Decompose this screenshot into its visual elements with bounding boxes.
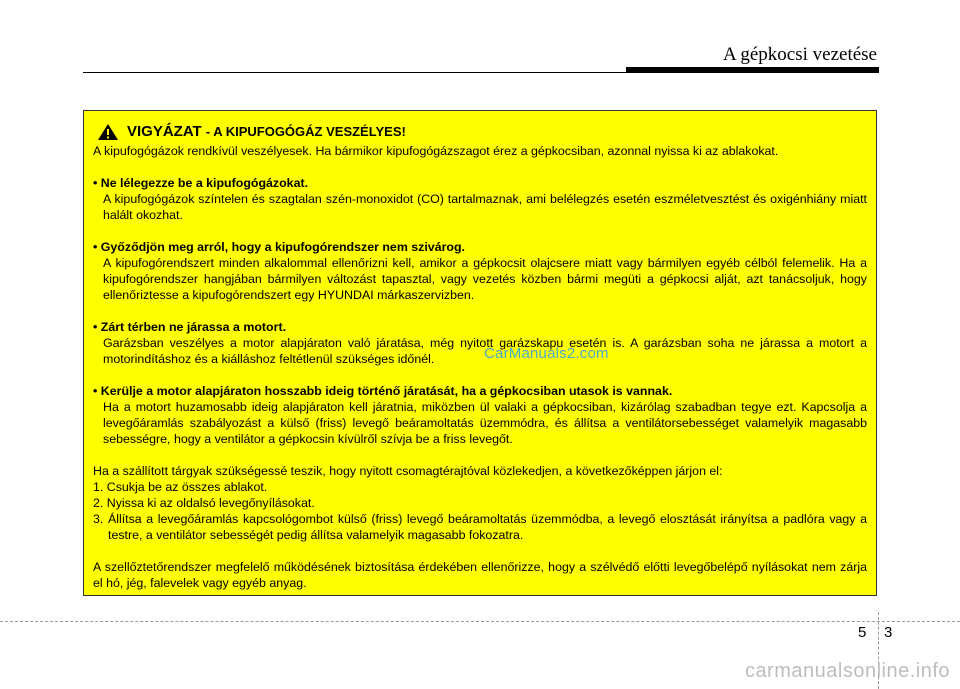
footer-watermark: carmanualsonline.info [744, 660, 950, 682]
bullet-body: A kipufogórendszert minden alkalommal ellenőrizni kell, amikor a gépkocsit olajcsere miatt vagy bármilyen egyéb célból felemelik. Ha a kipufogórendszer hangjában bármilyen változást tapasztal, vagy vezetés közben bármi megüti a gépkocsi alját, azt tanácsoljuk, hogy ellenőriztesse a kipufogórendszert egy HYUNDAI márkaszervizben. [103, 256, 867, 302]
bullet-body: Ha a motort huzamosabb ideig alapjáraton kell járatnia, miközben ül valaki a gépkocsiban, kizárólag szabadban tegye ezt. Kapcsolja a levegőáramlás szabályozást a külső (friss) levegő beáramoltatás üzemmódra, és állítsa a ventilátorsebességet valamelyik magasabb sebességre, hogy a ventilátor a gépkocsin kívülről szívja be a friss levegőt. [103, 400, 867, 446]
warning-heading [97, 121, 867, 143]
header-rule-thick [626, 67, 879, 73]
step-item: 2. Nyissa ki az oldalsó levegőnyílásokat. [93, 496, 315, 510]
warning-subtitle: - A KIPUFOGÓGÁZ VESZÉLYES! [205, 124, 406, 139]
warning-box [83, 110, 877, 596]
bullet-body: A kipufogógázok színtelen és szagtalan szén-monoxidot (CO) tartalmaznak, ami belélegzés esetén eszméletvesztést és oxigénhiány miatt halált okozhat. [103, 192, 867, 222]
step-item: 3. Állítsa a levegőáramlás kapcsológombot külső (friss) levegő beáramoltatás üzemmódba, a levegő elosztását irányítsa a padlóra vagy a testre, a ventilátor sebességét pedig állítsa valamelyik magasabb fokozatra. [93, 512, 867, 542]
chapter-number: 5 [858, 624, 867, 641]
bullet-heading: • Zárt térben ne járassa a motort. [93, 320, 287, 334]
header-rule-thin [83, 72, 626, 73]
page-header-title: A gépkocsi vezetése [722, 44, 877, 65]
page-number: 3 [884, 624, 893, 641]
bullet-heading: • Ne lélegezze be a kipufogógázokat. [93, 176, 309, 190]
warning-title: VIGYÁZAT [127, 123, 202, 140]
bullet-body: Garázsban veszélyes a motor alapjáraton való járatása, még nyitott garázskapu esetén is. A garázsban soha ne járassa a motort a motorindításhoz és a kiálláshoz feltétlenül szükséges időnél. [103, 336, 867, 366]
step-item: 1. Csukja be az összes ablakot. [93, 480, 268, 494]
warning-triangle-icon [97, 123, 119, 141]
bullet-heading: • Kerülje a motor alapjáraton hosszabb ideig történő járatását, ha a gépkocsiban utasok is vannak. [93, 384, 673, 398]
footer-dashed-rule [0, 621, 960, 622]
cargo-intro: Ha a szállított tárgyak szükségessé teszik, hogy nyitott csomagtérajtóval közlekedjen, a következőképpen járjon el: [93, 464, 723, 478]
bullet-heading: • Győződjön meg arról, hogy a kipufogórendszer nem szivárog. [93, 240, 465, 254]
watermark-link[interactable]: CarManuals2.com [484, 345, 609, 362]
closing-note: A szellőztetőrendszer megfelelő működésének biztosítása érdekében ellenőrizze, hogy a szélvédő előtti levegőbelépő nyílásokat nem zárja el hó, jég, falevelek vagy egyéb anyag. [93, 560, 867, 590]
warning-intro: A kipufogógázok rendkívül veszélyesek. Ha bármikor kipufogógázszagot érez a gépkocsiban, azonnal nyissa ki az ablakokat. [93, 144, 779, 158]
